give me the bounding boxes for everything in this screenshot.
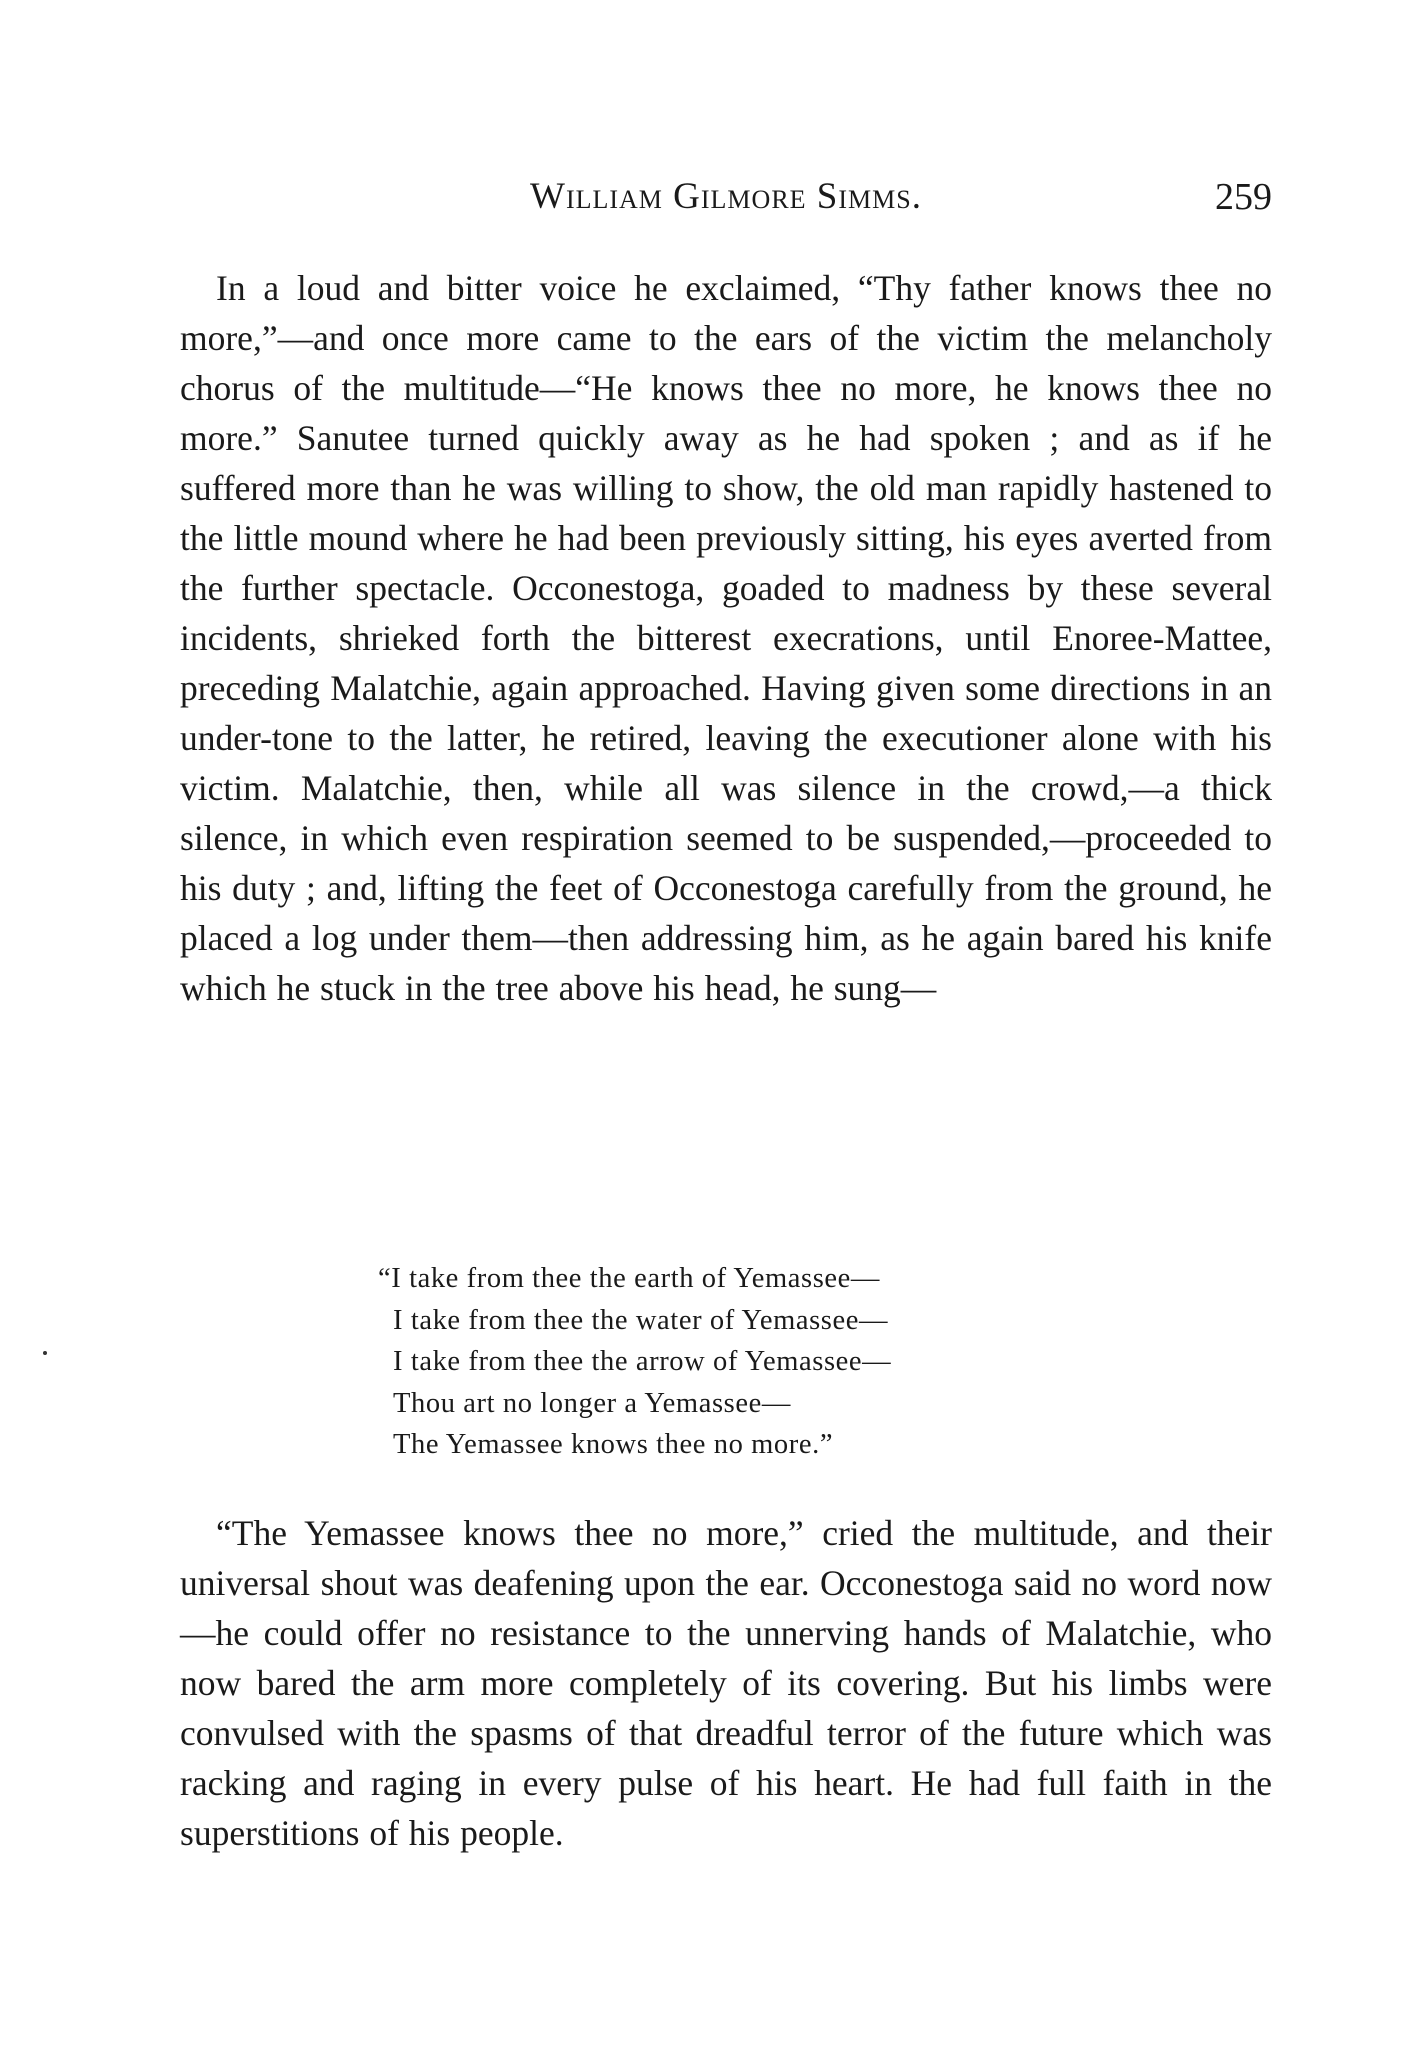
paragraph-1 <box>180 263 1272 1013</box>
verse-line-3: I take from thee the arrow of Yemassee— <box>393 1346 892 1377</box>
paragraph-2 <box>180 1508 1272 1858</box>
verse-line-1: “I take from thee the earth of Yemassee— <box>378 1263 880 1294</box>
verse-line-2: I take from thee the water of Yemassee— <box>393 1304 889 1336</box>
verse-block <box>378 1258 891 1466</box>
running-title: William Gilmore Simms. <box>530 176 922 217</box>
paragraph-2-text: “The Yemassee knows thee no more,” cried the multitude, and their universal shout was deafening upon the ear. Occonestoga said no word now—he could offer no resistance to the unnerving hands of Malatchie, who now bared the arm more completely of its covering. But his limbs were convulsed with the spasms of that dreadful terror of the future which was racking and raging in every pulse of his heart. He had full faith in the superstitions of his people. <box>180 1513 1272 1853</box>
verse-line-4: Thou art no longer a Yemassee— <box>393 1387 791 1419</box>
page-number: 259 <box>1215 176 1272 218</box>
margin-dot-mark <box>43 1351 47 1355</box>
paragraph-1-text: In a loud and bitter voice he exclaimed, “Thy father knows thee no more,”—and once more came to the ears of the victim the melancholy chorus of the multitude—“He knows thee no more, he knows thee no more.” Sanutee turned quickly away as he had spoken ; and as if he suffered more than he was willing to show, the old man rapidly hastened to the little mound where he had been previously sitting, his eyes averted from the further spectacle. Occonestoga, goaded to madness by these several incidents, shrieked forth the bitterest execrations, until Enoree-Mattee, preceding Malatchie, again approached. Having given some directions in an under-tone to the latter, he retired, leaving the executioner alone with his victim. Malatchie, then, while all was silence in the crowd,—a thick silence, in which even respiration seemed to be suspended,—proceeded to his duty ; and, lifting the feet of Occonestoga carefully from the ground, he placed a log under them—then addressing him, as he again bared his knife which he stuck in the tree above his head, he sung— <box>180 268 1272 1008</box>
running-head <box>180 175 1272 235</box>
verse-line-5: The Yemassee knows thee no more.” <box>393 1429 834 1460</box>
